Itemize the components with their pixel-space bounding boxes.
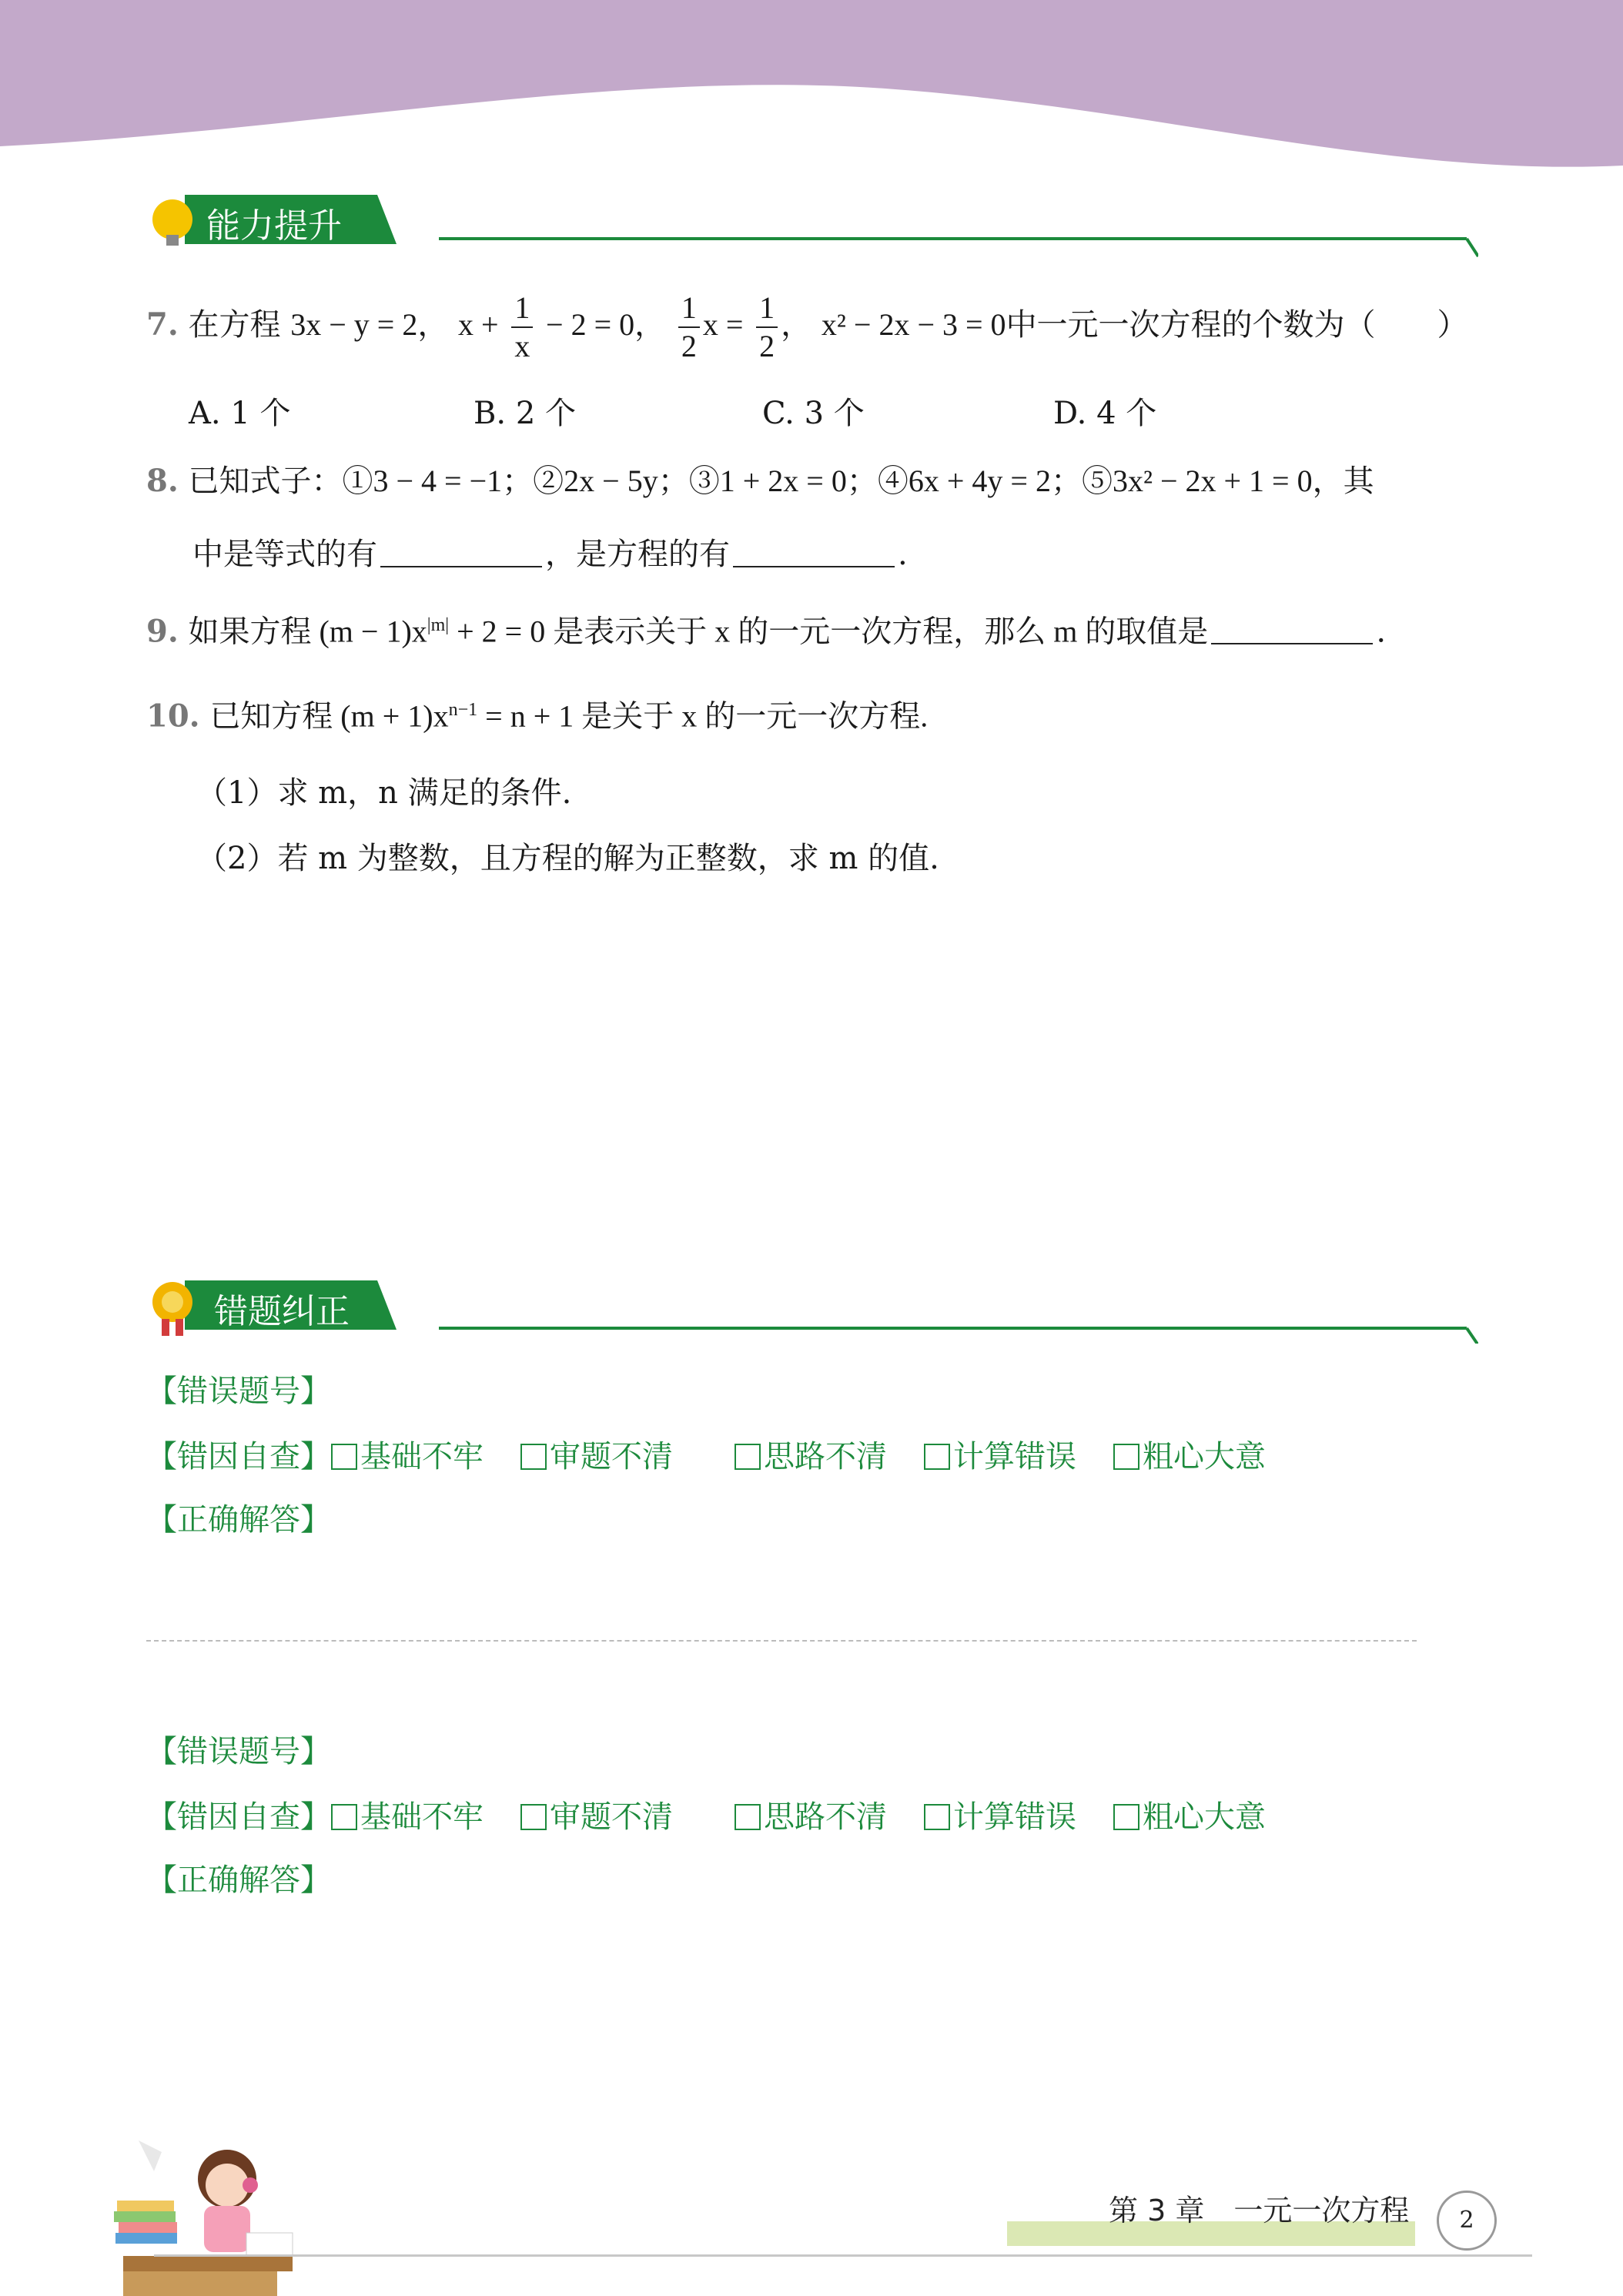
fraction-denominator: x <box>514 329 530 363</box>
question-9 <box>146 613 1387 650</box>
footer-line <box>154 2254 1532 2257</box>
question-8 <box>146 463 1374 499</box>
section-header-ability <box>146 189 1478 250</box>
question-text: 已知式子：①3 − 4 = −1；②2x − 5y；③1 + 2x = 0；④6x + 4y = 2；⑤3x² − 2x + 1 = 0，其 <box>188 464 1374 498</box>
checkbox-box[interactable] <box>924 1804 950 1830</box>
correct-answer-label: 【正确解答】 <box>146 1863 331 1898</box>
checkbox-box[interactable] <box>924 1444 950 1470</box>
fraction-half-right <box>756 290 778 363</box>
option-a: A. 1 个 <box>189 396 291 431</box>
error-number-label: 【错误题号】 <box>146 1374 331 1409</box>
question-10-part-1: （1）求 m，n 满足的条件. <box>196 775 572 811</box>
fraction-half-left <box>678 290 700 363</box>
option-b: B. 2 个 <box>474 396 576 431</box>
separator: ， <box>417 307 449 343</box>
self-check-label: 【错因自查】 <box>146 1799 331 1835</box>
question-text: ，是方程的有 <box>545 537 730 572</box>
student-reading-illustration <box>108 2125 323 2296</box>
checkbox-unclear-thinking[interactable] <box>735 1792 887 1836</box>
exponent: |m| <box>427 615 450 635</box>
question-text: + 2 = 0 是表示关于 x 的一元一次方程，那么 m 的取值是 <box>449 614 1209 649</box>
section-header-ability-graphic <box>146 189 1478 258</box>
fraction-numerator: 1 <box>511 293 533 328</box>
section-title-correction: 错题纠正 <box>214 1292 350 1331</box>
top-wave-banner <box>0 0 1623 177</box>
checkbox-misread-question[interactable] <box>520 1792 673 1836</box>
question-number: 9. <box>146 613 179 650</box>
checkbox-calculation-error[interactable] <box>924 1432 1076 1476</box>
chapter-title: 第 3 章 一元一次方程 <box>1109 2194 1410 2227</box>
page-number: 2 <box>1437 2191 1497 2251</box>
checkbox-box[interactable] <box>1113 1444 1139 1470</box>
checkbox-box[interactable] <box>331 1804 357 1830</box>
checkbox-box[interactable] <box>331 1444 357 1470</box>
checkbox-label: 审题不清 <box>550 1439 673 1474</box>
error-number-label: 【错误题号】 <box>146 1734 331 1769</box>
checkbox-box[interactable] <box>520 1804 547 1830</box>
question-suffix: 中一元一次方程的个数为（ ） <box>1006 307 1468 343</box>
checkbox-label: 思路不清 <box>764 1439 887 1474</box>
question-text: . <box>898 537 908 572</box>
equation-3-middle: x = <box>702 307 744 342</box>
checkbox-label: 思路不清 <box>764 1799 887 1835</box>
checkbox-box[interactable] <box>735 1444 761 1470</box>
option-c: C. 3 个 <box>762 396 865 431</box>
question-number: 7. <box>146 306 179 343</box>
answer-blank[interactable] <box>733 540 895 567</box>
separator: ， <box>781 307 812 343</box>
checkbox-label: 基础不牢 <box>360 1799 484 1835</box>
checkbox-label: 计算错误 <box>953 1439 1076 1474</box>
answer-blank[interactable] <box>380 540 542 567</box>
checkbox-label: 计算错误 <box>953 1799 1076 1835</box>
section-title-ability: 能力提升 <box>206 206 342 246</box>
fraction-1-over-x <box>511 290 533 363</box>
checkbox-label: 基础不牢 <box>360 1439 484 1474</box>
equation-2-prefix: x + <box>458 307 499 342</box>
question-10 <box>146 698 929 735</box>
checkbox-careless[interactable] <box>1113 1432 1266 1476</box>
question-number: 10. <box>146 698 200 735</box>
equation-4: x² − 2x − 3 = 0 <box>821 307 1006 342</box>
question-10-part-2: （2）若 m 为整数，且方程的解为正整数，求 m 的值. <box>196 841 939 876</box>
medal-icon <box>154 1282 191 1319</box>
self-check-row <box>146 1432 1303 1476</box>
divider <box>146 1640 1417 1642</box>
checkbox-calculation-error[interactable] <box>924 1792 1076 1836</box>
question-text: 中是等式的有 <box>192 537 377 572</box>
checkbox-label: 粗心大意 <box>1143 1799 1266 1835</box>
checkbox-box[interactable] <box>735 1804 761 1830</box>
fraction-numerator: 1 <box>756 293 778 328</box>
equation-2-suffix: − 2 = 0 <box>546 307 635 342</box>
fraction-numerator: 1 <box>678 293 700 328</box>
checkbox-unclear-thinking[interactable] <box>735 1432 887 1476</box>
self-check-row <box>146 1792 1303 1836</box>
question-number: 8. <box>146 463 179 499</box>
checkbox-box[interactable] <box>1113 1804 1139 1830</box>
checkbox-weak-foundation[interactable] <box>331 1792 484 1836</box>
correct-answer-label: 【正确解答】 <box>146 1502 331 1538</box>
checkbox-label: 粗心大意 <box>1143 1439 1266 1474</box>
checkbox-weak-foundation[interactable] <box>331 1432 484 1476</box>
question-text: 如果方程 (m − 1)x <box>188 614 427 649</box>
lightbulb-icon <box>163 204 182 223</box>
checkbox-label: 审题不清 <box>550 1799 673 1835</box>
question-text: 已知方程 (m + 1)x <box>209 698 449 734</box>
self-check-label: 【错因自查】 <box>146 1439 331 1474</box>
question-7 <box>146 290 1468 363</box>
fraction-denominator: 2 <box>681 329 697 363</box>
checkbox-careless[interactable] <box>1113 1792 1266 1836</box>
separator: ， <box>634 307 666 343</box>
answer-blank[interactable] <box>1211 617 1373 644</box>
question-text: 在方程 <box>188 307 281 343</box>
checkbox-misread-question[interactable] <box>520 1432 673 1476</box>
checkbox-box[interactable] <box>520 1444 547 1470</box>
option-d: D. 4 个 <box>1053 396 1157 431</box>
question-text: . <box>1376 614 1387 650</box>
exponent: n−1 <box>448 700 478 720</box>
fraction-denominator: 2 <box>759 329 775 363</box>
equation-1: 3x − y = 2 <box>290 307 418 342</box>
section-header-correction <box>146 1274 1478 1336</box>
question-text: = n + 1 是关于 x 的一元一次方程. <box>477 698 929 734</box>
question-8-line-2 <box>192 539 908 570</box>
